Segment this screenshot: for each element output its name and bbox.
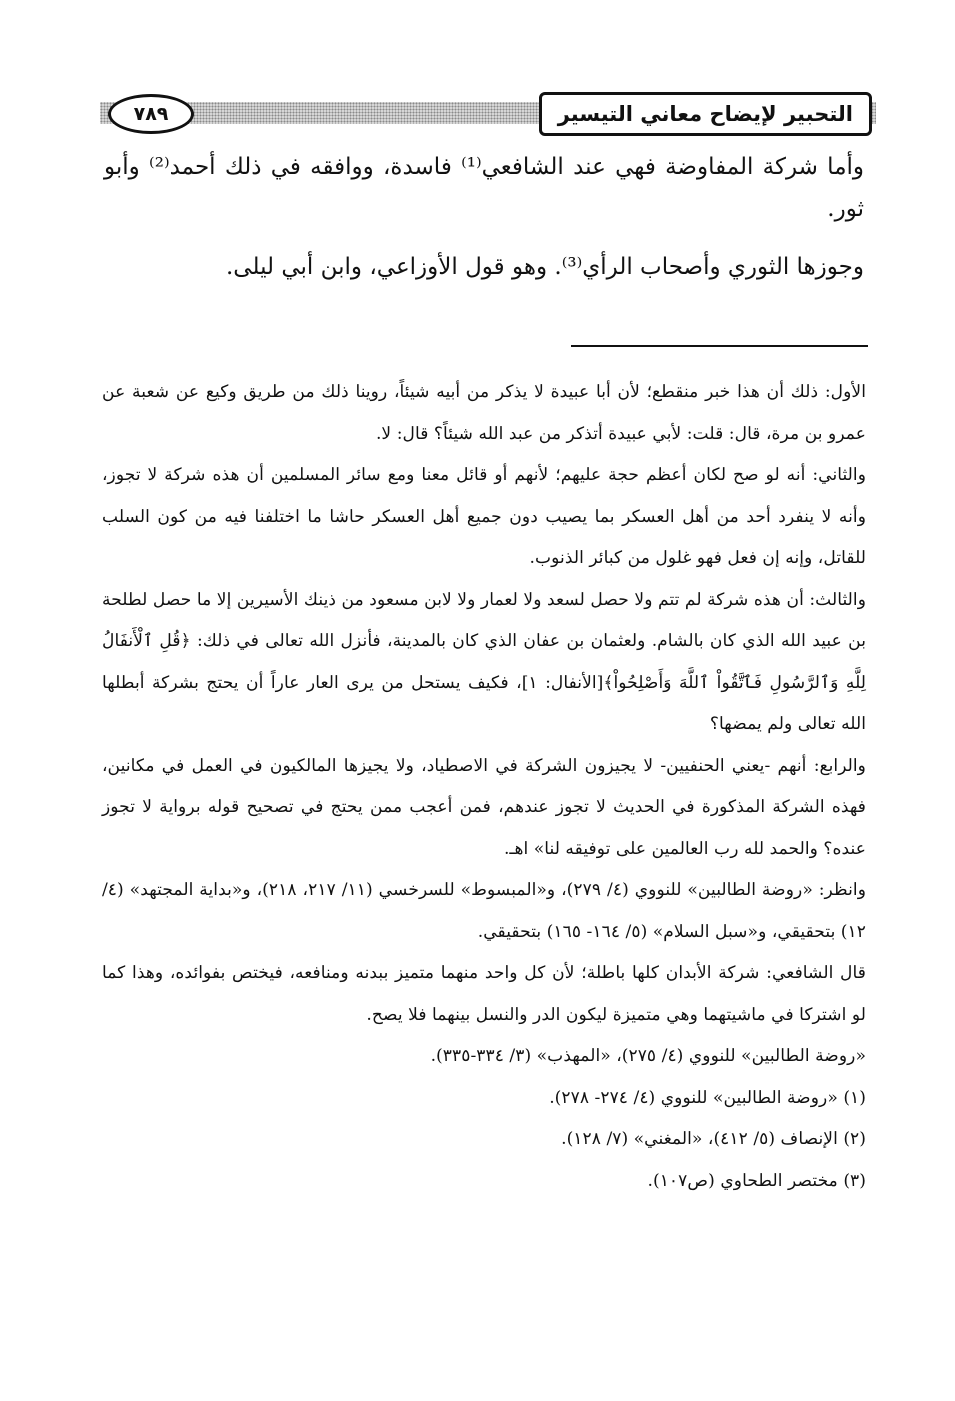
page-number: ٧٨٩ xyxy=(108,94,194,134)
footnote-reference-2: (٢) الإنصاف (٥/ ٤١٢)، «المغني» (٧/ ١٢٨). xyxy=(561,1129,866,1149)
book-title: التحبير لإيضاح معاني التيسير xyxy=(539,92,872,136)
footnotes xyxy=(102,372,866,1202)
footnote-paragraph: والثاني: أنه لو صح لكان أعظم حجة عليهم؛ لأنهم أو قائل معنا ومع سائر المسلمين أن هذه شركة لا تجوز، وأنه لا ينفرد أحد من أهل العسكر بما يصيب دون جميع أهل العسكر حاشا ما اختلفنا فيه من كون السلب للقاتل، وإنه إن فعل فهو غلول من كبائر الذنوب. xyxy=(102,465,866,568)
footnote-separator xyxy=(571,345,868,347)
footnote-paragraph: والرابع: أنهم -يعني الحنفيين- لا يجيزون الشركة في الاصطياد، ولا يجيزها المالكيون في العمل في مكانين، فهذه الشركة المذكورة في الحديث لا تجوز عندهم، فمن أعجب ممن يحتج في تصحيح قوله برواية لا تجوز عنده؟ والحمد لله رب العالمين على توفيقه لنا» اهـ. xyxy=(102,755,866,859)
main-paragraph: وجوزها الثوري وأصحاب الرأي⁽³⁾. وهو قول الأوزاعي، وابن أبي ليلى. xyxy=(226,254,864,280)
footnote-paragraph: الأول: ذلك أن هذا خبر منقطع؛ لأن أبا عبيدة لا يذكر من أبيه شيئاً، روينا ذلك من طريق وكيع عن شعبة عن عمرو بن مرة، قال: قلت: لأبي عبيدة أتذكر من عبد الله شيئاً؟ قال: لا. xyxy=(102,382,866,444)
main-text xyxy=(104,146,864,288)
main-paragraph: وأما شركة المفاوضة فهي عند الشافعي⁽¹⁾ فاسدة، ووافقه في ذلك أحمد⁽²⁾ وأبو ثور. xyxy=(104,154,865,222)
running-header xyxy=(100,90,876,136)
footnote-paragraph: قال الشافعي: شركة الأبدان كلها باطلة؛ لأن كل واحد منهما متميز ببدنه ومنافعه، فيختص بفوائده، وهذا كما لو اشتركا في ماشيتهما وهي متميزة ليكون الدر والنسل بينهما فلا يصح. xyxy=(102,963,866,1025)
footnote-reference-1: (١) «روضة الطالبين» للنووي (٤/ ٢٧٤- ٢٧٨). xyxy=(549,1087,866,1108)
footnote-references xyxy=(102,1078,866,1203)
footnote-paragraph: «روضة الطالبين» للنووي (٤/ ٢٧٥)، «المهذب» (٣/ ٣٣٤-٣٣٥). xyxy=(430,1046,866,1066)
footnote-reference-3: (٣) مختصر الطحاوي (ص١٠٧). xyxy=(647,1170,866,1191)
footnote-paragraph: والثالث: أن هذه شركة لم تتم ولا حصل لسعد ولا لعمار ولا لابن مسعود من ذينك الأسيرين إلا ما حصل لطلحة بن عبيد الله الذي كان بالشام. ولعثمان بن عفان الذي كان بالمدينة، فأنزل الله تعالى في ذلك: ﴿قُلِ ٱلْأَنفَالُ لِلَّهِ وَٱلرَّسُولِ فَٱتَّقُواْ ٱللَّهَ وَأَصْلِحُواْ﴾[الأنفال: ١]، فكيف يستحل من يرى العار عاراً أن يحتج بشركة أبطلها الله تعالى ولم يمضها؟ xyxy=(102,589,867,734)
footnote-paragraph: وانظر: «روضة الطالبين» للنووي (٤/ ٢٧٩)، و«المبسوط» للسرخسي (١١/ ٢١٧، ٢١٨)، و«بداية المجتهد» (٤/ ١٢) بتحقيقي، و«سبل السلام» (٥/ ١٦٤- ١٦٥) بتحقيقي. xyxy=(102,880,867,942)
